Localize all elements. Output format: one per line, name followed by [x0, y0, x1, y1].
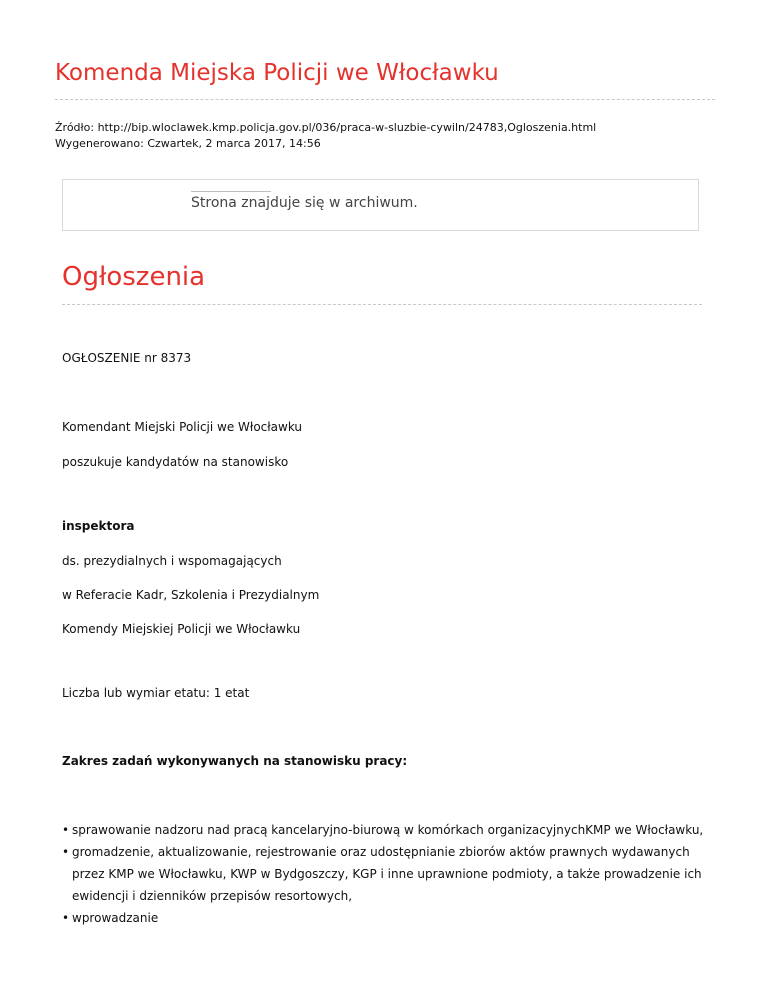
seeking-line: poszukuje kandydatów na stanowisko	[62, 455, 289, 469]
bullet-icon: •	[62, 911, 70, 925]
announcement-number: OGŁOSZENIE nr 8373	[62, 351, 192, 365]
bullet-icon: •	[62, 823, 70, 837]
page-title: Ogłoszenia	[62, 262, 206, 292]
tasks-list	[62, 819, 712, 929]
tasks-heading: Zakres zadań wykonywanych na stanowisku pracy:	[62, 754, 408, 768]
source-url-line: Źródło: http://bip.wloclawek.kmp.policja.gov.pl/036/praca-w-sluzbie-cywiln/24783,Ogloszenia.html	[55, 121, 597, 134]
list-item	[62, 819, 712, 841]
archive-notice-text: Strona znajduje się w archiwum.	[191, 195, 418, 211]
archive-notice-rule	[191, 191, 271, 192]
list-item	[62, 841, 712, 907]
task-text: sprawowanie nadzoru nad pracą kancelaryjno-biurową w komórkach organizacyjnychKMP we Włocławku,	[72, 823, 704, 837]
task-text: gromadzenie, aktualizowanie, rejestrowanie oraz udostępnianie zbiorów aktów prawnych wydawanych przez KMP we Włocławku, KWP w Bydgoszczy, KGP i inne uprawnione podmioty, a także prowadzenie ich ewidencji i dzienników przepisów resortowych,	[72, 845, 702, 903]
list-item	[62, 907, 712, 929]
position-detail: ds. prezydialnych i wspomagających	[62, 554, 282, 568]
archive-notice-box	[62, 179, 699, 231]
header-divider	[55, 99, 715, 100]
commander-line: Komendant Miejski Policji we Włocławku	[62, 420, 303, 434]
site-title: Komenda Miejska Policji we Włocławku	[55, 60, 499, 86]
positions-count: Liczba lub wymiar etatu: 1 etat	[62, 686, 250, 700]
position-title: inspektora	[62, 519, 135, 533]
generated-date-line: Wygenerowano: Czwartek, 2 marca 2017, 14:56	[55, 137, 321, 150]
department-line: w Referacie Kadr, Szkolenia i Prezydialnym	[62, 588, 320, 602]
print-meta	[55, 120, 596, 152]
task-text: wprowadzanie	[72, 911, 159, 925]
title-divider	[62, 304, 702, 305]
bullet-icon: •	[62, 845, 70, 859]
unit-line: Komendy Miejskiej Policji we Włocławku	[62, 622, 301, 636]
